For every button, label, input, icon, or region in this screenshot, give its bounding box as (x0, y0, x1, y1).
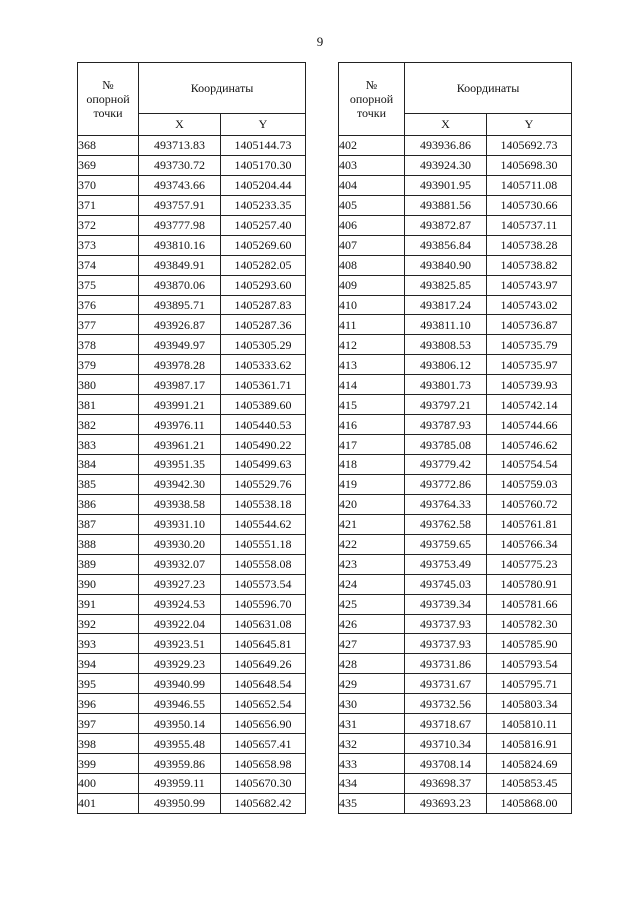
point-number-cell: 383 (78, 435, 139, 455)
table-row (78, 654, 306, 674)
table-row (339, 734, 572, 754)
y-coordinate-cell: 1405780.91 (487, 574, 572, 594)
table-row (339, 614, 572, 634)
y-coordinate-cell: 1405282.05 (221, 255, 306, 275)
table-row (339, 474, 572, 494)
y-coordinate-cell: 1405596.70 (221, 594, 306, 614)
y-coordinate-cell: 1405738.28 (487, 235, 572, 255)
y-coordinate-cell: 1405853.45 (487, 774, 572, 794)
point-number-cell: 394 (78, 654, 139, 674)
coordinates-header: Координаты (139, 63, 306, 114)
y-coordinate-cell: 1405738.82 (487, 255, 572, 275)
coordinates-header: Координаты (405, 63, 572, 114)
point-number-cell: 372 (78, 215, 139, 235)
table-row (339, 634, 572, 654)
table-row (78, 315, 306, 335)
y-coordinate-cell: 1405144.73 (221, 136, 306, 156)
table-row (78, 694, 306, 714)
table-row (78, 614, 306, 634)
x-coordinate-cell: 493739.34 (405, 594, 487, 614)
coordinates-table-right (338, 62, 572, 814)
point-number-cell: 418 (339, 455, 405, 475)
right-table-body (339, 136, 572, 814)
point-number-cell: 434 (339, 774, 405, 794)
x-coordinate-cell: 493923.51 (139, 634, 221, 654)
x-coordinate-cell: 493801.73 (405, 375, 487, 395)
table-row (339, 155, 572, 175)
point-number-cell: 387 (78, 514, 139, 534)
table-row (78, 195, 306, 215)
table-row (78, 435, 306, 455)
x-coordinate-cell: 493922.04 (139, 614, 221, 634)
x-coordinate-cell: 493817.24 (405, 295, 487, 315)
table-row (78, 175, 306, 195)
point-number-cell: 406 (339, 215, 405, 235)
point-number-cell: 408 (339, 255, 405, 275)
point-number-header-line: № (365, 78, 378, 92)
point-number-cell: 433 (339, 754, 405, 774)
table-row (78, 734, 306, 754)
coordinates-table-left (77, 62, 306, 814)
table-row (339, 674, 572, 694)
x-coordinate-cell: 493777.98 (139, 215, 221, 235)
table-row (78, 714, 306, 734)
table-row (339, 754, 572, 774)
x-coordinate-cell: 493924.53 (139, 594, 221, 614)
point-number-cell: 369 (78, 155, 139, 175)
x-coordinate-cell: 493731.67 (405, 674, 487, 694)
x-coordinate-cell: 493762.58 (405, 514, 487, 534)
y-coordinate-cell: 1405760.72 (487, 494, 572, 514)
point-number-cell: 412 (339, 335, 405, 355)
y-coordinate-cell: 1405287.36 (221, 315, 306, 335)
x-coordinate-cell: 493779.42 (405, 455, 487, 475)
x-coordinate-cell: 493926.87 (139, 315, 221, 335)
x-coordinate-cell: 493849.91 (139, 255, 221, 275)
y-coordinate-cell: 1405670.30 (221, 774, 306, 794)
table-row (339, 494, 572, 514)
x-coordinate-cell: 493946.55 (139, 694, 221, 714)
table-row (339, 355, 572, 375)
point-number-cell: 400 (78, 774, 139, 794)
point-number-cell: 390 (78, 574, 139, 594)
table-row (78, 375, 306, 395)
y-coordinate-cell: 1405269.60 (221, 235, 306, 255)
x-coordinate-cell: 493785.08 (405, 435, 487, 455)
point-number-cell: 414 (339, 375, 405, 395)
point-number-cell: 381 (78, 395, 139, 415)
point-number-cell: 410 (339, 295, 405, 315)
point-number-cell: 424 (339, 574, 405, 594)
point-number-cell: 415 (339, 395, 405, 415)
y-coordinate-cell: 1405736.87 (487, 315, 572, 335)
table-row (78, 514, 306, 534)
x-coordinate-cell: 493942.30 (139, 474, 221, 494)
point-number-cell: 379 (78, 355, 139, 375)
point-number-cell: 422 (339, 534, 405, 554)
point-number-cell: 405 (339, 195, 405, 215)
y-coordinate-cell: 1405742.14 (487, 395, 572, 415)
table-row (78, 395, 306, 415)
point-number-cell: 420 (339, 494, 405, 514)
table-row (78, 674, 306, 694)
point-number-header-line: точки (93, 106, 123, 120)
table-row (339, 195, 572, 215)
x-coordinate-cell: 493825.85 (405, 275, 487, 295)
y-coordinate-cell: 1405389.60 (221, 395, 306, 415)
point-number-cell: 370 (78, 175, 139, 195)
point-number-cell: 384 (78, 455, 139, 475)
left-table-body (78, 136, 306, 814)
page-number: 9 (316, 34, 324, 49)
point-number-cell: 409 (339, 275, 405, 295)
table-row (78, 215, 306, 235)
point-number-cell: 425 (339, 594, 405, 614)
point-number-cell: 397 (78, 714, 139, 734)
y-column-header: Y (221, 114, 306, 136)
table-row (78, 415, 306, 435)
y-coordinate-cell: 1405656.90 (221, 714, 306, 734)
table-row (339, 335, 572, 355)
point-number-header-line: опорной (86, 92, 130, 106)
point-number-cell: 391 (78, 594, 139, 614)
x-coordinate-cell: 493764.33 (405, 494, 487, 514)
point-number-cell: 375 (78, 275, 139, 295)
table-row (339, 275, 572, 295)
point-number-cell: 396 (78, 694, 139, 714)
y-coordinate-cell: 1405649.26 (221, 654, 306, 674)
table-row (339, 574, 572, 594)
x-coordinate-cell: 493940.99 (139, 674, 221, 694)
x-coordinate-cell: 493698.37 (405, 774, 487, 794)
table-row (78, 793, 306, 813)
y-coordinate-cell: 1405711.08 (487, 175, 572, 195)
point-number-cell: 429 (339, 674, 405, 694)
table-row (339, 235, 572, 255)
x-coordinate-cell: 493737.93 (405, 614, 487, 634)
x-coordinate-cell: 493693.23 (405, 793, 487, 813)
y-coordinate-cell: 1405490.22 (221, 435, 306, 455)
point-number-cell: 411 (339, 315, 405, 335)
y-coordinate-cell: 1405816.91 (487, 734, 572, 754)
table-row (78, 255, 306, 275)
point-number-header (78, 63, 139, 136)
x-coordinate-cell: 493710.34 (405, 734, 487, 754)
table-row (339, 136, 572, 156)
table-row (339, 554, 572, 574)
point-number-cell: 407 (339, 235, 405, 255)
point-number-cell: 385 (78, 474, 139, 494)
point-number-cell: 377 (78, 315, 139, 335)
table-row (339, 534, 572, 554)
point-number-header (339, 63, 405, 136)
x-coordinate-cell: 493787.93 (405, 415, 487, 435)
y-coordinate-cell: 1405698.30 (487, 155, 572, 175)
x-coordinate-cell: 493872.87 (405, 215, 487, 235)
point-number-cell: 380 (78, 375, 139, 395)
y-coordinate-cell: 1405361.71 (221, 375, 306, 395)
x-coordinate-cell: 493930.20 (139, 534, 221, 554)
y-coordinate-cell: 1405305.29 (221, 335, 306, 355)
table-row (78, 534, 306, 554)
y-column-header: Y (487, 114, 572, 136)
point-number-cell: 376 (78, 295, 139, 315)
point-number-cell: 427 (339, 634, 405, 654)
x-coordinate-cell: 493718.67 (405, 714, 487, 734)
point-number-cell: 431 (339, 714, 405, 734)
point-number-cell: 392 (78, 614, 139, 634)
x-coordinate-cell: 493731.86 (405, 654, 487, 674)
y-coordinate-cell: 1405499.63 (221, 455, 306, 475)
point-number-cell: 389 (78, 554, 139, 574)
y-coordinate-cell: 1405692.73 (487, 136, 572, 156)
x-coordinate-cell: 493806.12 (405, 355, 487, 375)
point-number-cell: 386 (78, 494, 139, 514)
y-coordinate-cell: 1405333.62 (221, 355, 306, 375)
y-coordinate-cell: 1405868.00 (487, 793, 572, 813)
x-coordinate-cell: 493730.72 (139, 155, 221, 175)
table-row (339, 455, 572, 475)
point-number-cell: 368 (78, 136, 139, 156)
x-coordinate-cell: 493808.53 (405, 335, 487, 355)
point-number-cell: 423 (339, 554, 405, 574)
point-number-header-line: № (102, 78, 114, 92)
table-row (339, 435, 572, 455)
y-coordinate-cell: 1405204.44 (221, 175, 306, 195)
y-coordinate-cell: 1405735.79 (487, 335, 572, 355)
y-coordinate-cell: 1405810.11 (487, 714, 572, 734)
x-coordinate-cell: 493950.99 (139, 793, 221, 813)
table-row (339, 255, 572, 275)
point-number-cell: 374 (78, 255, 139, 275)
table-row (339, 594, 572, 614)
point-number-cell: 435 (339, 793, 405, 813)
table-row (78, 235, 306, 255)
point-number-cell: 421 (339, 514, 405, 534)
x-coordinate-cell: 493951.35 (139, 455, 221, 475)
x-coordinate-cell: 493753.49 (405, 554, 487, 574)
point-number-cell: 403 (339, 155, 405, 175)
x-coordinate-cell: 493978.28 (139, 355, 221, 375)
y-coordinate-cell: 1405795.71 (487, 674, 572, 694)
y-coordinate-cell: 1405735.97 (487, 355, 572, 375)
point-number-cell: 399 (78, 754, 139, 774)
x-coordinate-cell: 493737.93 (405, 634, 487, 654)
table-row (339, 175, 572, 195)
y-coordinate-cell: 1405293.60 (221, 275, 306, 295)
x-coordinate-cell: 493949.97 (139, 335, 221, 355)
x-coordinate-cell: 493881.56 (405, 195, 487, 215)
point-number-cell: 426 (339, 614, 405, 634)
x-coordinate-cell: 493901.95 (405, 175, 487, 195)
x-coordinate-cell: 493924.30 (405, 155, 487, 175)
table-row (78, 474, 306, 494)
y-coordinate-cell: 1405746.62 (487, 435, 572, 455)
x-coordinate-cell: 493745.03 (405, 574, 487, 594)
y-coordinate-cell: 1405766.34 (487, 534, 572, 554)
point-number-cell: 413 (339, 355, 405, 375)
x-coordinate-cell: 493811.10 (405, 315, 487, 335)
x-coordinate-cell: 493895.71 (139, 295, 221, 315)
point-number-cell: 398 (78, 734, 139, 754)
point-number-cell: 402 (339, 136, 405, 156)
x-coordinate-cell: 493991.21 (139, 395, 221, 415)
point-number-cell: 382 (78, 415, 139, 435)
y-coordinate-cell: 1405652.54 (221, 694, 306, 714)
table-row (339, 375, 572, 395)
x-coordinate-cell: 493929.23 (139, 654, 221, 674)
y-coordinate-cell: 1405233.35 (221, 195, 306, 215)
y-coordinate-cell: 1405781.66 (487, 594, 572, 614)
y-coordinate-cell: 1405538.18 (221, 494, 306, 514)
table-row (78, 754, 306, 774)
table-row (78, 335, 306, 355)
table-row (78, 494, 306, 514)
y-coordinate-cell: 1405631.08 (221, 614, 306, 634)
y-coordinate-cell: 1405440.53 (221, 415, 306, 435)
table-row (78, 355, 306, 375)
x-coordinate-cell: 493959.86 (139, 754, 221, 774)
x-coordinate-cell: 493976.11 (139, 415, 221, 435)
table-row (339, 514, 572, 534)
table-row (339, 774, 572, 794)
y-coordinate-cell: 1405658.98 (221, 754, 306, 774)
y-coordinate-cell: 1405785.90 (487, 634, 572, 654)
table-row (339, 315, 572, 335)
point-number-cell: 428 (339, 654, 405, 674)
point-number-header-line: точки (356, 106, 387, 120)
y-coordinate-cell: 1405743.02 (487, 295, 572, 315)
table-row (339, 654, 572, 674)
y-coordinate-cell: 1405529.76 (221, 474, 306, 494)
table-row (78, 634, 306, 654)
point-number-cell: 371 (78, 195, 139, 215)
x-coordinate-cell: 493932.07 (139, 554, 221, 574)
x-coordinate-cell: 493987.17 (139, 375, 221, 395)
point-number-cell: 373 (78, 235, 139, 255)
y-coordinate-cell: 1405754.54 (487, 455, 572, 475)
table-row (78, 295, 306, 315)
y-coordinate-cell: 1405824.69 (487, 754, 572, 774)
y-coordinate-cell: 1405761.81 (487, 514, 572, 534)
point-number-header-line: опорной (349, 92, 394, 106)
y-coordinate-cell: 1405743.97 (487, 275, 572, 295)
x-coordinate-cell: 493959.11 (139, 774, 221, 794)
y-coordinate-cell: 1405551.18 (221, 534, 306, 554)
table-row (78, 554, 306, 574)
y-coordinate-cell: 1405793.54 (487, 654, 572, 674)
x-coordinate-cell: 493870.06 (139, 275, 221, 295)
point-number-cell: 404 (339, 175, 405, 195)
table-row (339, 793, 572, 813)
table-row (78, 774, 306, 794)
x-coordinate-cell: 493772.86 (405, 474, 487, 494)
table-row (78, 594, 306, 614)
table-row (339, 295, 572, 315)
y-coordinate-cell: 1405759.03 (487, 474, 572, 494)
x-column-header: X (405, 114, 487, 136)
y-coordinate-cell: 1405287.83 (221, 295, 306, 315)
table-row (339, 415, 572, 435)
y-coordinate-cell: 1405257.40 (221, 215, 306, 235)
point-number-cell: 388 (78, 534, 139, 554)
y-coordinate-cell: 1405782.30 (487, 614, 572, 634)
table-row (78, 455, 306, 475)
point-number-cell: 416 (339, 415, 405, 435)
table-row (339, 215, 572, 235)
y-coordinate-cell: 1405645.81 (221, 634, 306, 654)
y-coordinate-cell: 1405544.62 (221, 514, 306, 534)
point-number-cell: 395 (78, 674, 139, 694)
table-row (78, 574, 306, 594)
y-coordinate-cell: 1405737.11 (487, 215, 572, 235)
x-coordinate-cell: 493757.91 (139, 195, 221, 215)
y-coordinate-cell: 1405775.23 (487, 554, 572, 574)
x-coordinate-cell: 493927.23 (139, 574, 221, 594)
x-coordinate-cell: 493856.84 (405, 235, 487, 255)
table-row (339, 694, 572, 714)
y-coordinate-cell: 1405648.54 (221, 674, 306, 694)
y-coordinate-cell: 1405739.93 (487, 375, 572, 395)
table-row (78, 155, 306, 175)
point-number-cell: 432 (339, 734, 405, 754)
x-coordinate-cell: 493713.83 (139, 136, 221, 156)
x-coordinate-cell: 493708.14 (405, 754, 487, 774)
y-coordinate-cell: 1405657.41 (221, 734, 306, 754)
point-number-cell: 401 (78, 793, 139, 813)
point-number-cell: 393 (78, 634, 139, 654)
table-row (78, 136, 306, 156)
point-number-cell: 417 (339, 435, 405, 455)
x-coordinate-cell: 493732.56 (405, 694, 487, 714)
y-coordinate-cell: 1405558.08 (221, 554, 306, 574)
x-coordinate-cell: 493931.10 (139, 514, 221, 534)
x-coordinate-cell: 493840.90 (405, 255, 487, 275)
point-number-cell: 419 (339, 474, 405, 494)
table-row (339, 395, 572, 415)
y-coordinate-cell: 1405730.66 (487, 195, 572, 215)
table-row (78, 275, 306, 295)
x-coordinate-cell: 493810.16 (139, 235, 221, 255)
x-coordinate-cell: 493961.21 (139, 435, 221, 455)
x-column-header: X (139, 114, 221, 136)
point-number-cell: 430 (339, 694, 405, 714)
x-coordinate-cell: 493759.65 (405, 534, 487, 554)
point-number-cell: 378 (78, 335, 139, 355)
y-coordinate-cell: 1405803.34 (487, 694, 572, 714)
y-coordinate-cell: 1405744.66 (487, 415, 572, 435)
x-coordinate-cell: 493936.86 (405, 136, 487, 156)
x-coordinate-cell: 493938.58 (139, 494, 221, 514)
x-coordinate-cell: 493955.48 (139, 734, 221, 754)
x-coordinate-cell: 493797.21 (405, 395, 487, 415)
y-coordinate-cell: 1405170.30 (221, 155, 306, 175)
x-coordinate-cell: 493743.66 (139, 175, 221, 195)
x-coordinate-cell: 493950.14 (139, 714, 221, 734)
y-coordinate-cell: 1405573.54 (221, 574, 306, 594)
table-row (339, 714, 572, 734)
y-coordinate-cell: 1405682.42 (221, 793, 306, 813)
